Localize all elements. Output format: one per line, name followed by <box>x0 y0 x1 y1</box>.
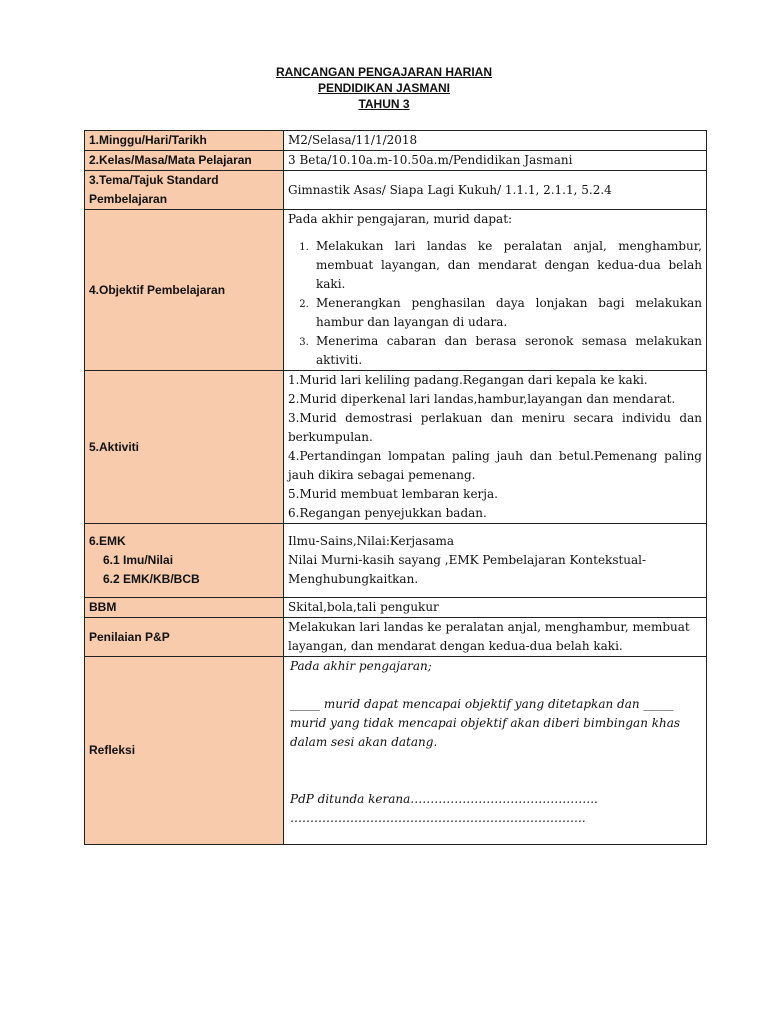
refleksi-line-3: PdP ditunda kerana……………………………………….. <box>290 792 598 806</box>
document-title <box>0 64 768 112</box>
label-minggu: 1.Minggu/Hari/Tarikh <box>85 131 284 151</box>
row-kelas <box>85 151 707 171</box>
value-emk <box>284 524 707 598</box>
refleksi-line-2: _____ murid dapat mencapai objektif yang ditetapkan dan _____ murid yang tidak mencapai objektif akan diberi bimbingan khas dalam sesi akan datang. <box>290 697 681 749</box>
aktiviti-item-1: 1.Murid lari keliling padang.Regangan dari kepala ke kaki. <box>288 373 648 387</box>
objektif-item-1: 1. Melakukan lari landas ke peralatan anjal, menghambur, membuat layangan, dan mendarat dengan kedua-dua belah kaki. <box>312 237 702 294</box>
value-penilaian: Melakukan lari landas ke peralatan anjal, menghambur, membuat layangan, dan mendarat dengan kedua-dua belah kaki. <box>284 618 707 657</box>
aktiviti-item-3: 3.Murid demostrasi perlakuan dan meniru secara individu dan berkumpulan. <box>288 411 702 444</box>
emk-sub-2: 6.2 EMK/KB/BCB <box>103 572 200 586</box>
objektif-intro: Pada akhir pengajaran, murid dapat: <box>288 212 513 226</box>
value-refleksi <box>284 657 707 845</box>
aktiviti-item-2: 2.Murid diperkenal lari landas,hambur,layangan dan mendarat. <box>288 392 676 406</box>
label-tema: 3.Tema/Tajuk Standard Pembelajaran <box>85 171 284 210</box>
emk-value-2: Nilai Murni-kasih sayang ,EMK Pembelajaran Kontekstual-Menghubungkaitkan. <box>288 553 647 586</box>
value-aktiviti <box>284 371 707 524</box>
emk-heading: 6.EMK <box>89 534 126 548</box>
refleksi-line-1: Pada akhir pengajaran; <box>290 659 432 673</box>
label-refleksi: Refleksi <box>85 657 284 845</box>
refleksi-line-4: ……………………………………………………………….. <box>290 811 586 825</box>
label-bbm: BBM <box>85 598 284 618</box>
lesson-plan-table <box>84 130 707 845</box>
title-line-3: TAHUN 3 <box>358 97 410 111</box>
objektif-list <box>288 237 702 370</box>
emk-sub-1: 6.1 Imu/Nilai <box>103 553 174 567</box>
title-line-2: PENDIDIKAN JASMANI <box>317 81 450 95</box>
aktiviti-item-4: 4.Pertandingan lompatan paling jauh dan betul.Pemenang paling jauh dikira sebagai pemenang. <box>288 449 702 482</box>
row-objektif <box>85 210 707 371</box>
row-refleksi <box>85 657 707 845</box>
label-aktiviti: 5.Aktiviti <box>85 371 284 524</box>
label-kelas: 2.Kelas/Masa/Mata Pelajaran <box>85 151 284 171</box>
emk-value-1: Ilmu-Sains,Nilai:Kerjasama <box>288 534 455 548</box>
value-bbm: Skital,bola,tali pengukur <box>284 598 707 618</box>
row-aktiviti <box>85 371 707 524</box>
row-bbm <box>85 598 707 618</box>
label-emk <box>85 524 284 598</box>
row-emk <box>85 524 707 598</box>
label-objektif: 4.Objektif Pembelajaran <box>85 210 284 371</box>
value-minggu: M2/Selasa/11/1/2018 <box>284 131 707 151</box>
value-kelas: 3 Beta/10.10a.m-10.50a.m/Pendidikan Jasmani <box>284 151 707 171</box>
title-line-1: RANCANGAN PENGAJARAN HARIAN <box>275 65 492 79</box>
row-minggu <box>85 131 707 151</box>
row-tema <box>85 171 707 210</box>
aktiviti-item-6: 6.Regangan penyejukkan badan. <box>288 506 487 520</box>
objektif-item-2: 2. Menerangkan penghasilan daya lonjakan bagi melakukan hambur dan layangan di udara. <box>312 294 702 332</box>
label-penilaian: Penilaian P&P <box>85 618 284 657</box>
value-tema: Gimnastik Asas/ Siapa Lagi Kukuh/ 1.1.1, 2.1.1, 5.2.4 <box>284 171 707 210</box>
row-penilaian <box>85 618 707 657</box>
aktiviti-item-5: 5.Murid membuat lembaran kerja. <box>288 487 498 501</box>
objektif-item-3: 3. Menerima cabaran dan berasa seronok semasa melakukan aktiviti. <box>312 332 702 370</box>
value-objektif <box>284 210 707 371</box>
